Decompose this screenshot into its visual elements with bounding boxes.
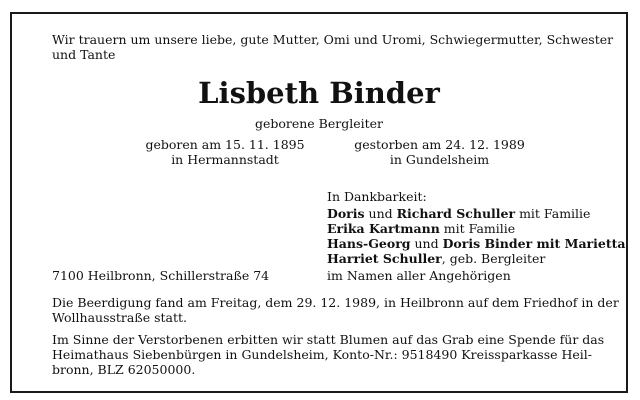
- death-date: gestorben am 24. 12. 1989: [354, 137, 525, 152]
- mourner-name: Doris: [327, 206, 365, 221]
- mourner-name: Harriet Schuller: [327, 251, 442, 266]
- funeral-line-1: Die Beerdigung fand am Freitag, dem 29. 12. 1989, in Heilbronn auf dem Friedhof in der: [52, 295, 619, 310]
- mourner-line: [327, 251, 545, 266]
- intro-line-1: Wir trauern um unsere liebe, gute Mutter, Omi und Uromi, Schwiegermutter, Schwester: [52, 32, 614, 47]
- mourner-name: Erika Kartmann: [327, 221, 440, 236]
- donation-line-3: bronn, BLZ 62050000.: [52, 362, 196, 377]
- maiden-name: geborene Bergleiter: [254, 116, 384, 131]
- address: 7100 Heilbronn, Schillerstraße 74: [52, 268, 270, 283]
- funeral-line-2: Wollhausstraße statt.: [52, 310, 187, 325]
- mourner-line: [327, 206, 590, 221]
- mourner-text: mit Familie: [439, 221, 516, 236]
- birth-place: in Hermannstadt: [171, 152, 279, 167]
- mourner-text: mit Marietta: [532, 236, 626, 251]
- gratitude-heading: In Dankbarkeit:: [327, 189, 427, 204]
- mourner-text: und: [364, 206, 397, 221]
- mourner-text: und: [410, 236, 443, 251]
- donation-line-2: Heimathaus Siebenbürgen in Gundelsheim, Konto-Nr.: 9518490 Kreissparkasse Heil-: [52, 347, 592, 362]
- mourner-text: , geb. Bergleiter: [441, 251, 546, 266]
- obituary-notice: [10, 12, 628, 393]
- gratitude-closing: im Namen aller Angehörigen: [327, 268, 511, 283]
- donation-line-1: Im Sinne der Verstorbenen erbitten wir statt Blumen auf das Grab eine Spende für das: [52, 332, 605, 347]
- mourner-text: mit Familie: [515, 206, 591, 221]
- mourner-name: Doris Binder: [442, 236, 533, 251]
- deceased-name: Lisbeth Binder: [198, 76, 440, 110]
- intro-line-2: und Tante: [52, 47, 116, 62]
- mourner-name: Hans-Georg: [327, 236, 411, 251]
- death-place: in Gundelsheim: [389, 152, 490, 167]
- mourner-line: [327, 236, 626, 251]
- mourner-line: [327, 221, 515, 236]
- mourner-name: Richard Schuller: [396, 206, 516, 221]
- birth-date: geboren am 15. 11. 1895: [145, 137, 305, 152]
